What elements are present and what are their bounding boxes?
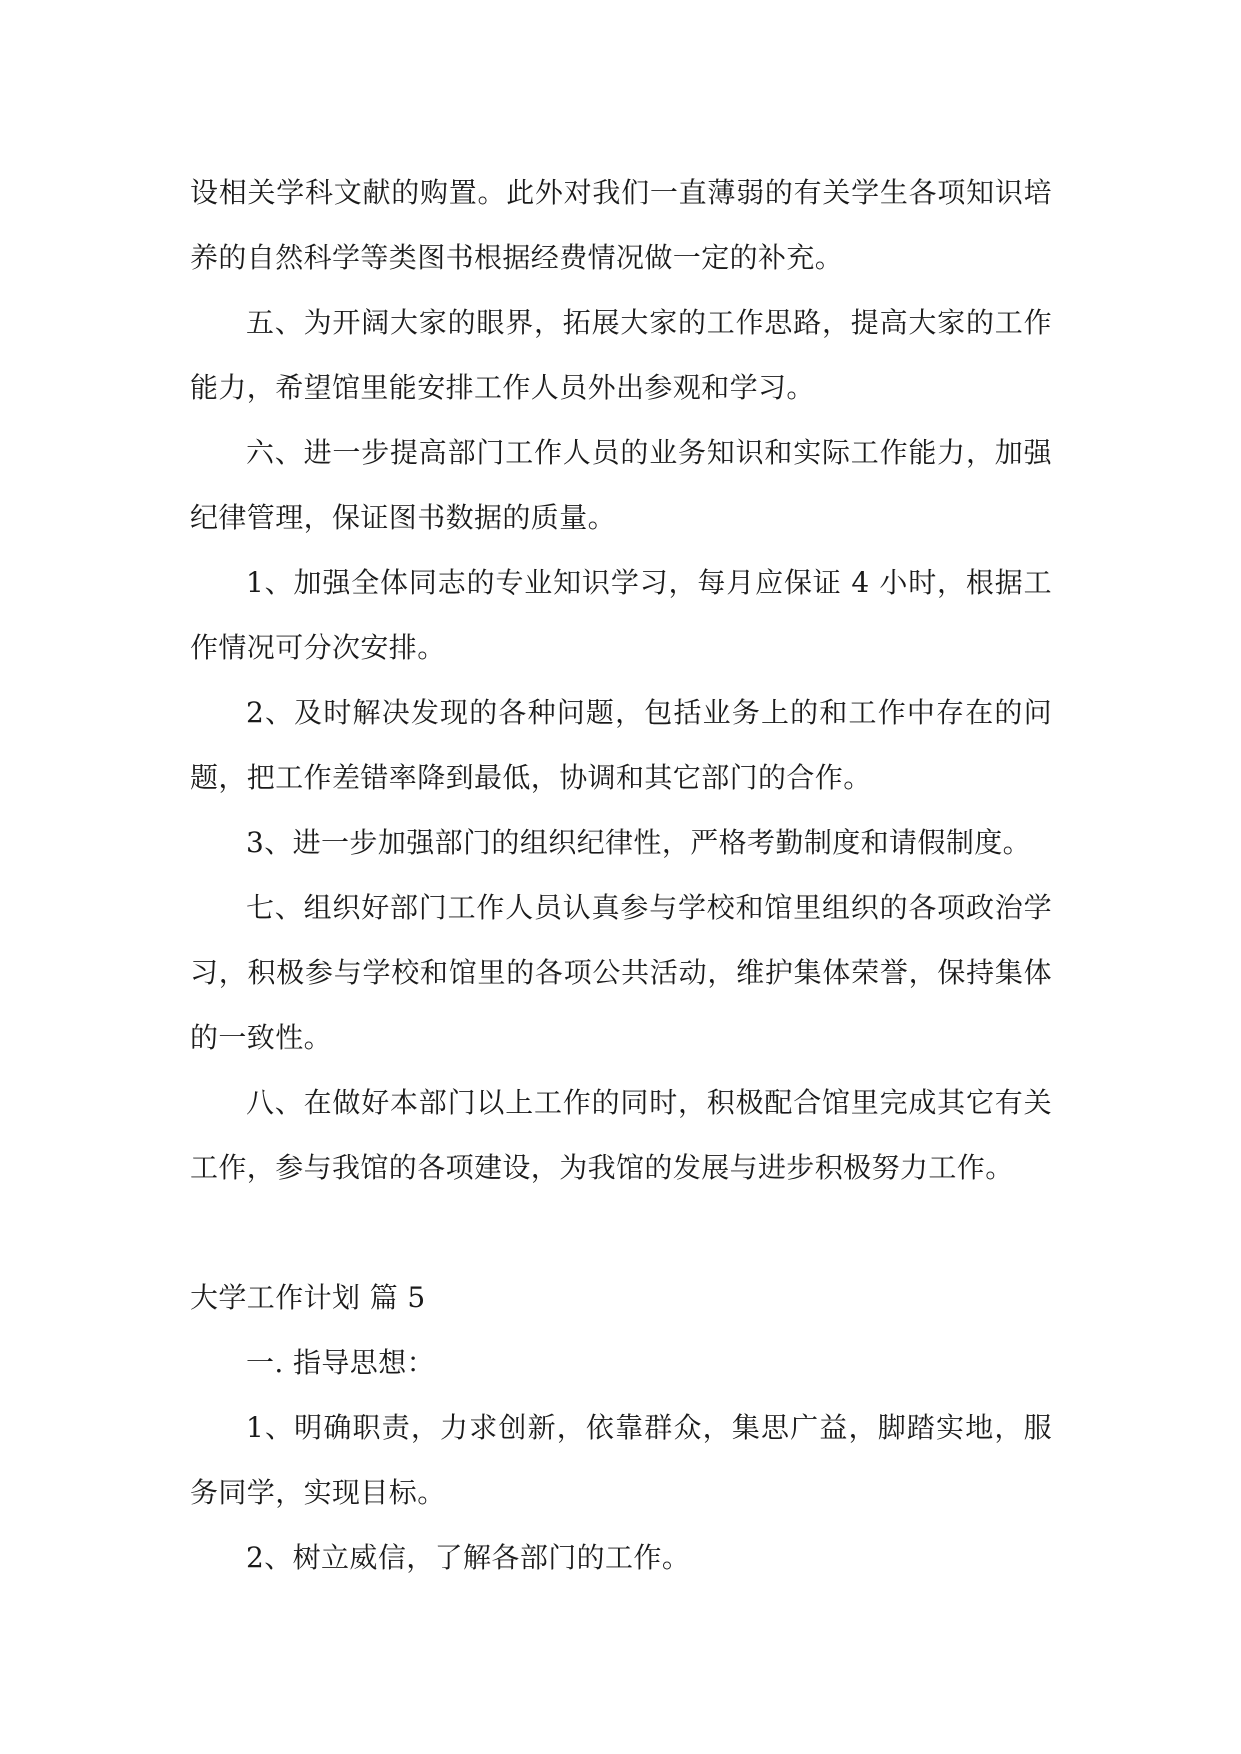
paragraph-item-5: 五、为开阔大家的眼界，拓展大家的工作思路，提高大家的工作能力，希望馆里能安排工作人员外出参观和学习。: [190, 306, 1052, 404]
paragraph-subitem-3: 3、进一步加强部门的组织纪律性，严格考勤制度和请假制度。: [246, 826, 1032, 859]
paragraph-item-8: 八、在做好本部门以上工作的同时，积极配合馆里完成其它有关工作，参与我馆的各项建设，为我馆的发展与进步积极努力工作。: [190, 1086, 1052, 1184]
paragraph-subitem-2: 2、及时解决发现的各种问题，包括业务上的和工作中存在的问题，把工作差错率降到最低，协调和其它部门的合作。: [190, 696, 1052, 794]
paragraph-continuation: 设相关学科文献的购置。此外对我们一直薄弱的有关学生各项知识培养的自然科学等类图书根据经费情况做一定的补充。: [190, 176, 1052, 274]
paragraph-subitem-1: 1、加强全体同志的专业知识学习，每月应保证 4 小时，根据工作情况可分次安排。: [190, 566, 1052, 664]
section-heading: 大学工作计划 篇 5: [190, 1281, 426, 1314]
paragraph-guiding-item-2: 2、树立威信，了解各部门的工作。: [246, 1541, 691, 1574]
paragraph-item-6: 六、进一步提高部门工作人员的业务知识和实际工作能力，加强纪律管理，保证图书数据的质量。: [190, 436, 1052, 534]
paragraph-guiding-item-1: 1、明确职责，力求创新，依靠群众，集思广益，脚踏实地，服务同学，实现目标。: [190, 1411, 1052, 1509]
paragraph-item-7: 七、组织好部门工作人员认真参与学校和馆里组织的各项政治学习，积极参与学校和馆里的各项公共活动，维护集体荣誉，保持集体的一致性。: [190, 891, 1052, 1054]
paragraph-guiding-thought: 一. 指导思想：: [246, 1346, 436, 1379]
document-body: [190, 160, 1052, 1590]
